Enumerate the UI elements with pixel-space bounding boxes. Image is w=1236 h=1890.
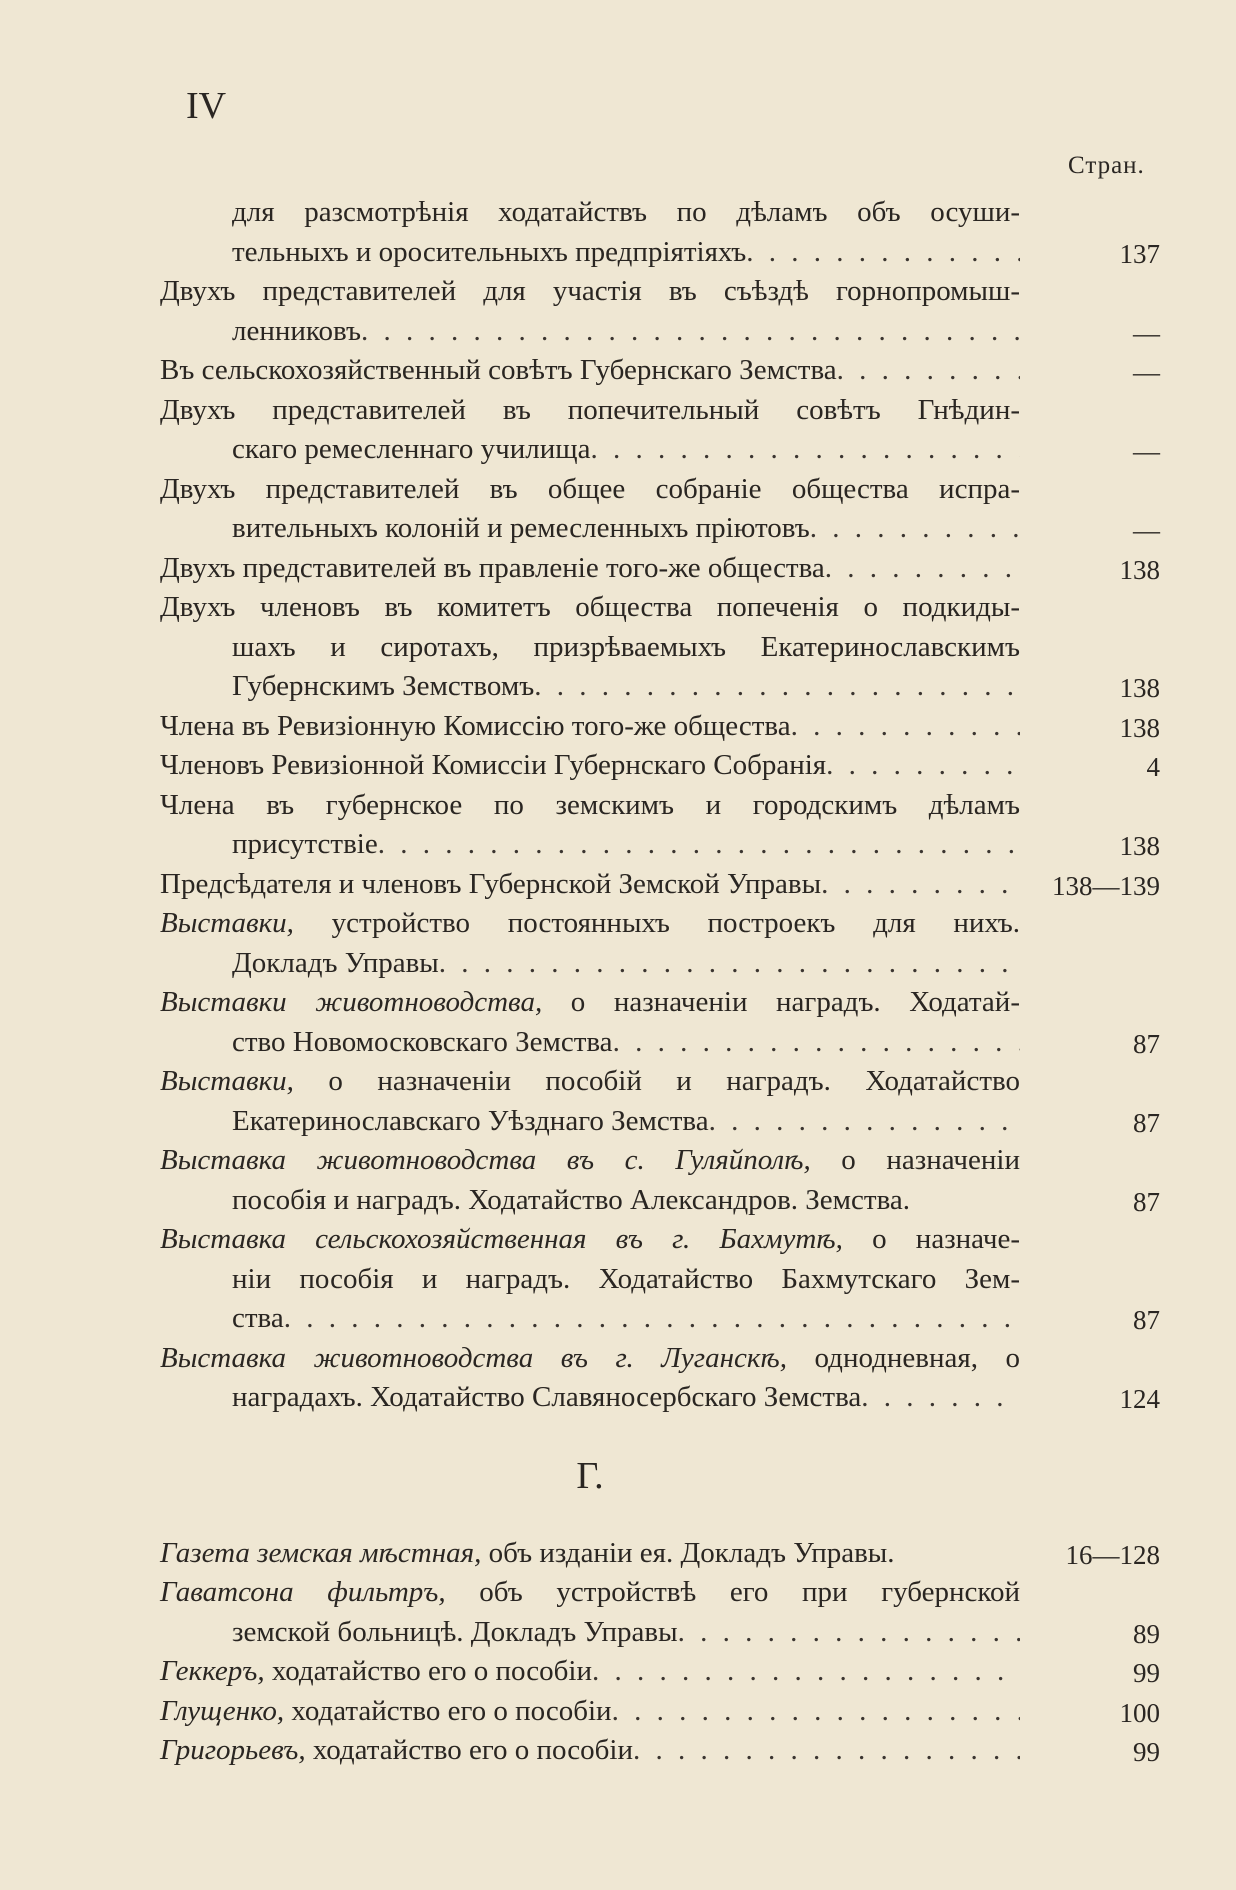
- index-entry-line: [160, 1378, 1020, 1418]
- index-entry-keyword: Выставки,: [160, 907, 294, 939]
- index-entry-text: ходатайство его о пособіи: [305, 1734, 633, 1766]
- index-entry-text: объ изданіи ея. Докладъ Управы.: [481, 1536, 895, 1569]
- index-entry-line: [160, 588, 1020, 628]
- index-entry-line: [160, 1062, 1020, 1102]
- index-entry-line: [160, 1102, 1020, 1142]
- index-entry-line: [160, 272, 1020, 312]
- dot-leader: [439, 944, 1020, 984]
- section-letter: Г.: [576, 1454, 604, 1497]
- index-entry-keyword: Выставки,: [160, 1065, 294, 1097]
- index-entry-line: [160, 1339, 1020, 1379]
- index-entry-line: [160, 1692, 1020, 1732]
- index-entry-line: [160, 1534, 1020, 1574]
- index-entry-line: [160, 1181, 1020, 1221]
- dot-leader: [633, 1731, 1020, 1771]
- index-entry-text: однодневная, о: [786, 1341, 1020, 1374]
- dot-leader: [826, 746, 1020, 786]
- index-entry-page: 89: [1133, 1618, 1160, 1649]
- page-column-header: Стран.: [1068, 152, 1145, 179]
- dot-leader: [810, 509, 1020, 549]
- index-entry-text: Предсѣдателя и членовъ Губернской Земской Управы: [160, 867, 822, 900]
- index-entry-page: —: [1133, 436, 1160, 466]
- index-entry-text: Членовъ Ревизіонной Комиссіи Губернскаго Собранія: [160, 749, 827, 781]
- index-entry-page: 100: [1119, 1697, 1160, 1728]
- dot-leader: [825, 549, 1020, 589]
- index-entry-text: земской больницѣ. Докладъ Управы: [232, 1615, 678, 1648]
- index-entry: [160, 1220, 1160, 1339]
- index-entry-text: Двухъ представителей въ общее собраніе общества испра-: [160, 472, 1020, 505]
- index-entry-line: [160, 667, 1020, 707]
- index-entry: [160, 391, 1160, 470]
- index-list: [160, 193, 1160, 1771]
- index-entry: [160, 470, 1160, 549]
- index-entry-page: —: [1133, 357, 1160, 387]
- index-entry-page: 138: [1119, 554, 1160, 585]
- index-entry-line: [160, 1613, 1020, 1653]
- index-entry-line: [160, 351, 1020, 391]
- index-entry: [160, 1141, 1160, 1220]
- index-entry-page: —: [1133, 515, 1160, 545]
- index-entry-text: о назначеніи наградъ. Ходатай-: [542, 986, 1020, 1018]
- index-entry-keyword: Выставка сельскохозяйственная въ г. Бахмутѣ,: [160, 1223, 843, 1255]
- index-entry-page: —: [1133, 317, 1160, 348]
- index-entry-text: для разсмотрѣнія ходатайствъ по дѣламъ объ осуши-: [232, 196, 1020, 228]
- index-entry-text: наградахъ. Ходатайство Славяносербскаго Земства: [232, 1381, 862, 1413]
- index-entry: [160, 1062, 1160, 1141]
- index-entry-line: [160, 470, 1020, 510]
- index-entry-text: ства: [232, 1302, 284, 1334]
- index-entry: [160, 1731, 1160, 1771]
- index-entry-keyword: Григорьевъ,: [160, 1734, 306, 1766]
- index-entry-page: 99: [1133, 1737, 1160, 1767]
- index-entry-text: о назначеніи пособій и наградъ. Ходатайство: [293, 1065, 1020, 1097]
- index-entry-page: 87: [1133, 1305, 1160, 1335]
- index-entry-keyword: Выставка животноводства въ г. Луганскѣ,: [160, 1341, 787, 1374]
- index-entry-text: ходатайство его о пособіи: [284, 1694, 612, 1727]
- index-entry-line: [160, 549, 1020, 589]
- index-entry-line: [160, 1220, 1020, 1260]
- index-entry-page: 138—139: [1052, 870, 1160, 901]
- index-entry-keyword: Выставка животноводства въ с. Гуляйполѣ,: [160, 1144, 811, 1176]
- index-entry-text: Двухъ представителей въ правленіе того-же общества: [160, 551, 825, 584]
- index-entry-line: [160, 1260, 1020, 1300]
- index-entry-line: [160, 786, 1020, 826]
- index-entry-line: [160, 865, 1020, 905]
- index-entry-line: [160, 1731, 1020, 1771]
- index-entry-text: ніи пособія и наградъ. Ходатайство Бахмутскаго Зем-: [232, 1262, 1020, 1295]
- index-entry-text: ленниковъ: [232, 314, 361, 347]
- index-entry-line: [160, 312, 1020, 352]
- index-entry: [160, 1692, 1160, 1732]
- index-entry: [160, 193, 1160, 272]
- dot-leader: [612, 1692, 1020, 1732]
- index-entry-keyword: Геккеръ,: [160, 1655, 265, 1687]
- dot-leader: [709, 1102, 1020, 1142]
- dot-leader: [378, 825, 1020, 865]
- index-entry: [160, 549, 1160, 589]
- index-entry-page: 87: [1133, 1107, 1160, 1138]
- index-entry-page: 124: [1119, 1384, 1160, 1414]
- index-entry-text: Въ сельскохозяйственный совѣтъ Губернскаго Земства: [160, 354, 837, 386]
- dot-leader: [746, 233, 1020, 273]
- dot-leader: [590, 430, 1020, 470]
- dot-leader: [361, 312, 1020, 352]
- index-entry-line: [160, 1141, 1020, 1181]
- index-entry-line: [160, 707, 1020, 747]
- index-entry-page: 99: [1133, 1658, 1160, 1688]
- index-entry-page: 137: [1119, 238, 1160, 269]
- index-entry-line: [160, 983, 1020, 1023]
- index-entry-text: Члена въ Ревизіонную Комиссію того-же общества: [160, 709, 791, 742]
- index-entry-text: скаго ремесленнаго училища: [232, 433, 591, 465]
- index-entry-line: [160, 193, 1020, 233]
- index-entry-text: ство Новомосковскаго Земства: [232, 1025, 613, 1058]
- index-entry-text: о назначеніи: [810, 1144, 1020, 1176]
- index-entry: [160, 983, 1160, 1062]
- index-entry-line: [160, 1023, 1020, 1063]
- index-entry-line: [160, 904, 1020, 944]
- index-entry-page: 4: [1146, 752, 1160, 782]
- index-entry-text: тельныхъ и оросительныхъ предпріятіяхъ: [232, 235, 747, 268]
- index-entry-text: пособія и наградъ. Ходатайство Александров. Земства.: [232, 1183, 911, 1216]
- index-entry: [160, 746, 1160, 786]
- index-entry-line: [160, 391, 1020, 431]
- index-entry-text: Двухъ представителей въ попечительный совѣтъ Гнѣдин-: [160, 393, 1020, 426]
- index-entry: [160, 1652, 1160, 1692]
- dot-leader: [678, 1613, 1020, 1653]
- dot-leader: [837, 351, 1020, 391]
- index-entry-text: Двухъ членовъ въ комитетъ общества попеченія о подкиды-: [160, 591, 1020, 623]
- index-entry-text: шахъ и сиротахъ, призрѣваемыхъ Екатеринославскимъ: [232, 630, 1020, 663]
- index-entry: [160, 1573, 1160, 1652]
- index-entry-page: 87: [1133, 1186, 1160, 1217]
- index-entry: [160, 865, 1160, 905]
- index-entry-line: [160, 430, 1020, 470]
- index-entry: [160, 1339, 1160, 1418]
- index-entry-text: Екатеринославскаго Уѣзднаго Земства: [232, 1104, 709, 1137]
- dot-leader: [613, 1023, 1020, 1063]
- index-entry-keyword: Глущенко,: [160, 1694, 285, 1727]
- index-entry-keyword: Гаватсона фильтръ,: [160, 1576, 446, 1608]
- index-entry: [160, 351, 1160, 391]
- index-entry-line: [160, 233, 1020, 273]
- index-entry-line: [160, 1573, 1020, 1613]
- index-entry-line: [160, 1652, 1020, 1692]
- index-entry-line: [160, 746, 1020, 786]
- index-entry-keyword: Выставки животноводства,: [160, 986, 543, 1018]
- index-entry-page: 138: [1119, 831, 1160, 861]
- index-entry: [160, 707, 1160, 747]
- index-entry-page: 87: [1133, 1028, 1160, 1059]
- index-entry-text: объ устройствѣ его при губернской: [445, 1576, 1020, 1608]
- index-entry-keyword: Газета земская мѣстная,: [160, 1536, 482, 1569]
- dot-leader: [821, 865, 1020, 905]
- dot-leader: [284, 1299, 1020, 1339]
- index-entry-text: Губернскимъ Земствомъ: [232, 670, 535, 702]
- index-entry-text: устройство постоянныхъ построекъ для нихъ.: [293, 907, 1020, 939]
- index-entry-text: о назначе-: [842, 1223, 1020, 1255]
- index-entry: [160, 904, 1160, 983]
- dot-leader: [592, 1652, 1020, 1692]
- page-folio: IV: [186, 85, 227, 127]
- index-entry-text: ходатайство его о пособіи: [264, 1655, 592, 1687]
- dot-leader: [791, 707, 1020, 747]
- index-entry-text: Докладъ Управы: [232, 946, 439, 979]
- index-entry-text: Двухъ представителей для участія въ съѣздѣ горнопромыш-: [160, 275, 1020, 307]
- index-entry-page: 138: [1119, 673, 1160, 703]
- index-entry-text: вительныхъ колоній и ремесленныхъ пріютовъ: [232, 512, 810, 544]
- index-entry-line: [160, 628, 1020, 668]
- index-entry-text: присутствіе: [232, 828, 378, 860]
- index-entry-line: [160, 509, 1020, 549]
- index-entry-text: Члена въ губернское по земскимъ и городскимъ дѣламъ: [160, 788, 1020, 821]
- dot-leader: [534, 667, 1020, 707]
- index-entry-line: [160, 1299, 1020, 1339]
- index-entry-line: [160, 825, 1020, 865]
- index-entry-line: [160, 944, 1020, 984]
- index-entry-page: 16—128: [1065, 1539, 1160, 1570]
- index-entry: [160, 786, 1160, 865]
- index-entry-page: 138: [1119, 712, 1160, 743]
- index-entry: [160, 588, 1160, 707]
- dot-leader: [861, 1378, 1020, 1418]
- index-entry: [160, 272, 1160, 351]
- index-entry: [160, 1534, 1160, 1574]
